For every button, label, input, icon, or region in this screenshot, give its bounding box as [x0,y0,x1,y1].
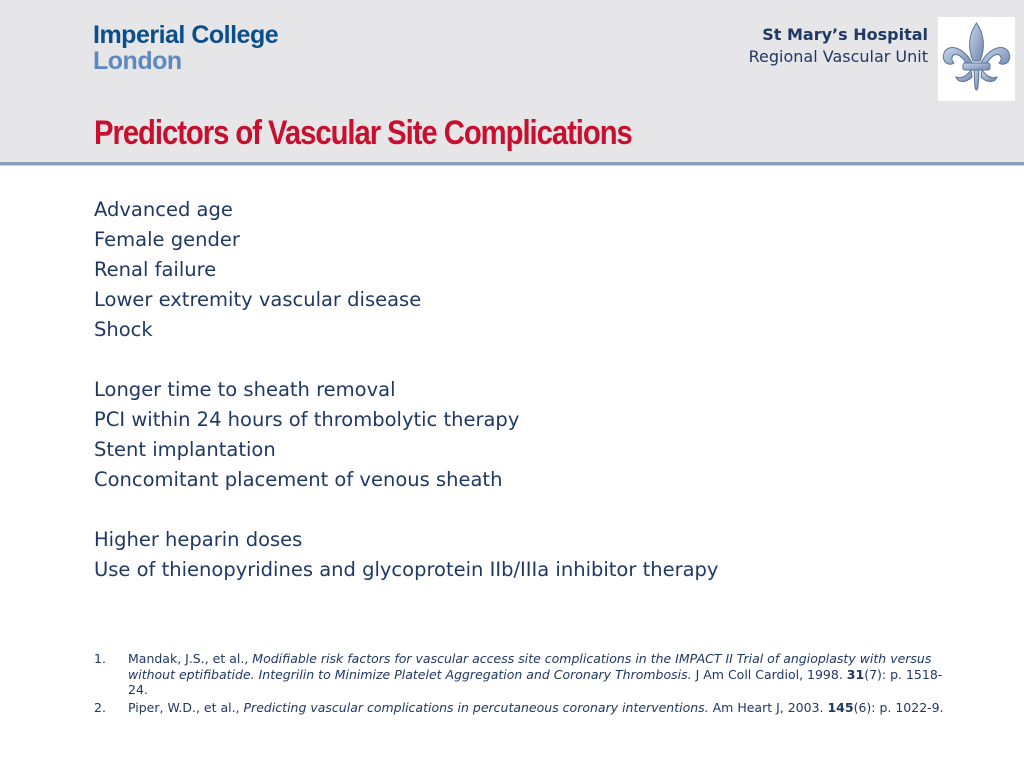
reference-journal: Am Heart J, 2003. [708,699,828,715]
list-item: Renal failure [94,258,217,281]
list-spacer [94,345,718,375]
reference-volume: 145 [827,699,854,715]
logo-line-2: London [93,47,182,75]
reference-item [94,700,944,716]
list-item: Lower extremity vascular disease [94,288,422,311]
list-item: Shock [94,318,153,341]
list-item: Concomitant placement of venous sheath [94,468,503,491]
reference-title: Modifiable risk factors for vascular access site complications in the IMPACT II Trial of angioplasty with versus without eptifibatide. Integrilin to Minimize Platelet Aggregation and Coronary Thrombosis. [128,651,932,682]
reference-pages: (7): p. 1518-24. [128,666,943,697]
slide-title: Predictors of Vascular Site Complications [94,114,632,152]
reference-title: Predicting vascular complications in percutaneous coronary interventions. [243,699,709,715]
fleur-de-lis-icon [938,17,1015,101]
list-item: Stent implantation [94,438,276,461]
hospital-block [749,24,928,68]
list-spacer [94,495,718,525]
list-item: PCI within 24 hours of thrombolytic therapy [94,408,520,431]
reference-list [94,651,944,717]
reference-number: 2. [94,699,106,715]
hospital-unit: Regional Vascular Unit [748,47,928,66]
list-item: Use of thienopyridines and glycoprotein IIb/IIIa inhibitor therapy [94,558,719,581]
logo-line-1: Imperial College [93,21,279,49]
header-divider-light [0,165,1024,166]
fleur-de-lis-graphic [938,17,1015,101]
reference-number: 1. [94,651,106,666]
reference-authors: Piper, W.D., et al., [128,699,244,715]
reference-volume: 31 [846,666,865,682]
list-item: Higher heparin doses [94,528,303,551]
reference-item [94,651,944,698]
reference-journal: J Am Coll Cardiol, 1998. [691,666,847,682]
reference-pages: (6): p. 1022-9. [853,699,944,715]
hospital-name: St Mary’s Hospital [762,25,928,44]
reference-authors: Mandak, J.S., et al., [128,651,253,666]
predictor-list [94,195,718,585]
list-item: Advanced age [94,198,233,221]
list-item: Female gender [94,228,240,251]
list-item: Longer time to sheath removal [94,378,396,401]
imperial-college-logo [93,22,278,74]
